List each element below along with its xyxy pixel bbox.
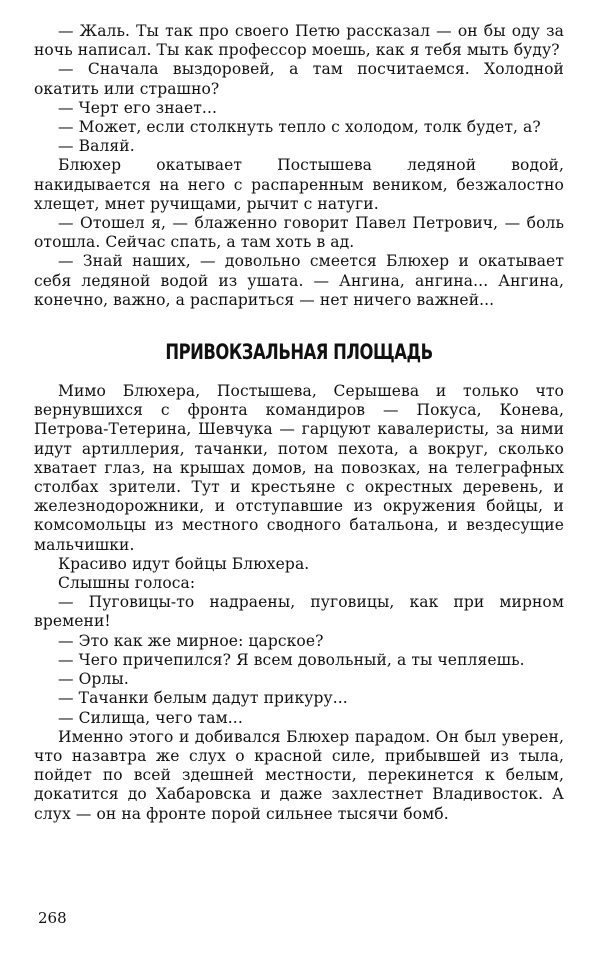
paragraph: — Валяй. [58, 137, 135, 156]
paragraph: Красиво идут бойцы Блюхера. [58, 554, 310, 573]
paragraph: Слышны голоса: [58, 574, 196, 593]
paragraph: — Чего причепился? Я всем довольный, а ты чепляешь. [58, 650, 525, 669]
chapter-section [34, 382, 564, 824]
page-number: 268 [38, 909, 67, 927]
page-body [34, 22, 564, 824]
paragraph: Мимо Блюхера, Постышева, Серышева и только что вернувшихся с фронта командиров — Покуса, Конева, Петрова-Тетерина, Шевчука — гарцуют кавалеристы, за ними идут артиллерия, тачанки, потом пехота, а вокруг, сколько хватает глаз, на крышах домов, на повозках, на телеграфных столбах зрители. Тут и крестьяне с окрестных деревень, и железнодорожники, и отступавшие из окружения бойцы, и комсомольцы из местного сводного батальона, и вездесущие мальчишки. [34, 382, 564, 554]
paragraph: — Тачанки белым дадут прикуру... [58, 689, 348, 708]
paragraph: — Черт его знает... [58, 98, 218, 117]
paragraph: — Сначала выздоровей, а там посчитаемся. Холодной окатить или страшно? [34, 60, 564, 98]
paragraph: — Это как же мирное: царское? [58, 631, 324, 650]
paragraph: — Орлы. [58, 670, 129, 689]
paragraph: — Пуговицы-то надраены, пуговицы, как при мирном времени! [34, 593, 564, 631]
paragraph: Блюхер окатывает Постышева ледяной водой, накидывается на него с распаренным веником, безжалостно хлещет, мнет ручищами, рычит с натуги. [34, 156, 564, 213]
paragraph: — Может, если столкнуть тепло с холодом, толк будет, а? [58, 118, 541, 137]
chapter-heading: ПРИВОКЗАЛЬНАЯ ПЛОЩАДЬ [165, 340, 433, 365]
paragraph: — Жаль. Ты так про своего Петю рассказал — он бы оду за ночь написал. Ты как профессор моешь, как я тебя мыть буду? [34, 22, 564, 60]
paragraph: — Знай наших, — довольно смеется Блюхер и окатывает себя ледяной водой из ушата. — Ангина, ангина... Ангина, конечно, важно, а распариться — нет ничего важней... [34, 252, 564, 309]
paragraph: — Отошел я, — блаженно говорит Павел Петрович, — боль отошла. Сейчас спать, а там хоть в ад. [34, 214, 564, 252]
dialogue-section [34, 22, 564, 310]
paragraph: — Силища, чего там... [58, 708, 243, 727]
paragraph: Именно этого и добивался Блюхер парадом. Он был уверен, что назавтра же слух о красной силе, прибывшей из тыла, пойдет по всей здешней местности, перекинется к белым, докатится до Хабаровска и даже захлестнет Владивосток. А слух — он на фронте порой сильнее тысячи бомб. [34, 727, 564, 823]
